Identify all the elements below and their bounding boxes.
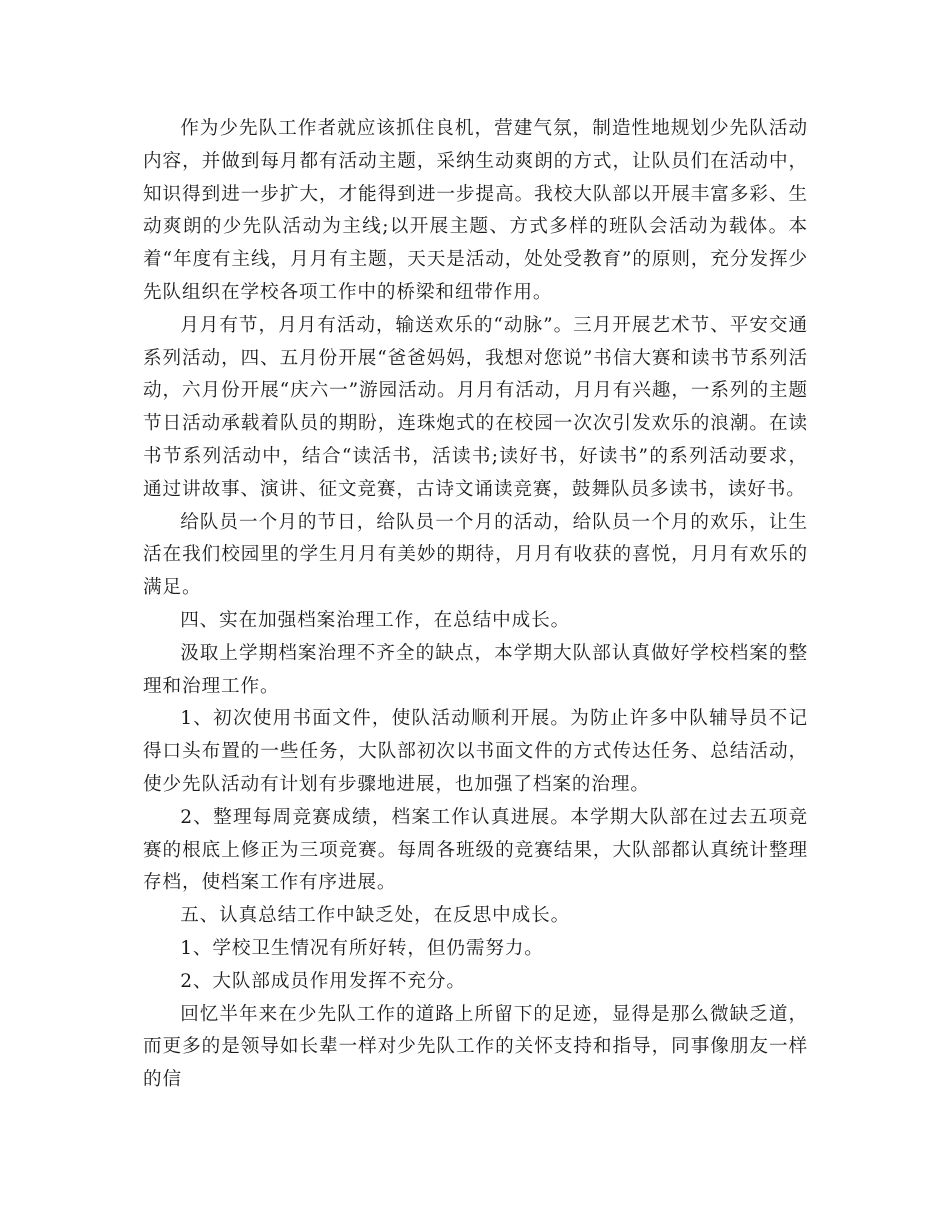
paragraph: 月月有节，月月有活动，输送欢乐的“动脉”。三月开展艺术节、平安交通系列活动，四、五月份开展“爸爸妈妈，我想对您说”书信大赛和读书节系列活动，六月份开展“庆六一”游园活动。月月有活动，月月有兴趣，一系列的主题节日活动承载着队员的期盼，连珠炮式的在校园一次次引发欢乐的浪潮。在读书节系列活动中，结合“读活书，活读书;读好书，好读书”的系列活动要求，通过讲故事、演讲、征文竞赛，古诗文诵读竞赛，鼓舞队员多读书，读好书。 bbox=[143, 314, 808, 500]
list-item: 2、大队部成员作用发挥不充分。 bbox=[180, 970, 466, 992]
section-heading: 五、认真总结工作中缺乏处，在反思中成长。 bbox=[180, 905, 571, 927]
list-item: 2、整理每周竞赛成绩，档案工作认真进展。本学期大队部在过去五项竞赛的根底上修正为三项竞赛。每周各班级的竞赛结果，大队部都认真统计整理存档，使档案工作有序进展。 bbox=[143, 806, 808, 894]
document-body bbox=[143, 113, 808, 1097]
paragraph: 作为少先队工作者就应该抓住良机，营建气氛，制造性地规划少先队活动内容，并做到每月都有活动主题，采纳生动爽朗的方式，让队员们在活动中，知识得到进一步扩大，才能得到进一步提高。我校大队部以开展丰富多彩、生动爽朗的少先队活动为主线;以开展主题、方式多样的班队会活动为载体。本着“年度有主线，月月有主题，天天是活动，处处受教育”的原则，充分发挥少先队组织在学校各项工作中的桥梁和纽带作用。 bbox=[143, 118, 808, 303]
list-item: 1、初次使用书面文件，使队活动顺利开展。为防止许多中队辅导员不记得口头布置的一些任务，大队部初次以书面文件的方式传达任务、总结活动，使少先队活动有计划有步骤地进展，也加强了档案的治理。 bbox=[143, 708, 808, 795]
section-heading: 四、实在加强档案治理工作，在总结中成长。 bbox=[180, 609, 571, 631]
list-item: 1、学校卫生情况有所好转，但仍需努力。 bbox=[180, 937, 544, 959]
paragraph: 给队员一个月的节日，给队员一个月的活动，给队员一个月的欢乐，让生活在我们校园里的学生月月有美妙的期待，月月有收获的喜悦，月月有欢乐的满足。 bbox=[143, 511, 808, 599]
paragraph: 回忆半年来在少先队工作的道路上所留下的足迹，显得是那么微缺乏道，而更多的是领导如长辈一样对少先队工作的关怀支持和指导，同事像朋友一样的信 bbox=[143, 1003, 808, 1091]
paragraph: 汲取上学期档案治理不齐全的缺点，本学期大队部认真做好学校档案的整理和治理工作。 bbox=[143, 642, 808, 697]
